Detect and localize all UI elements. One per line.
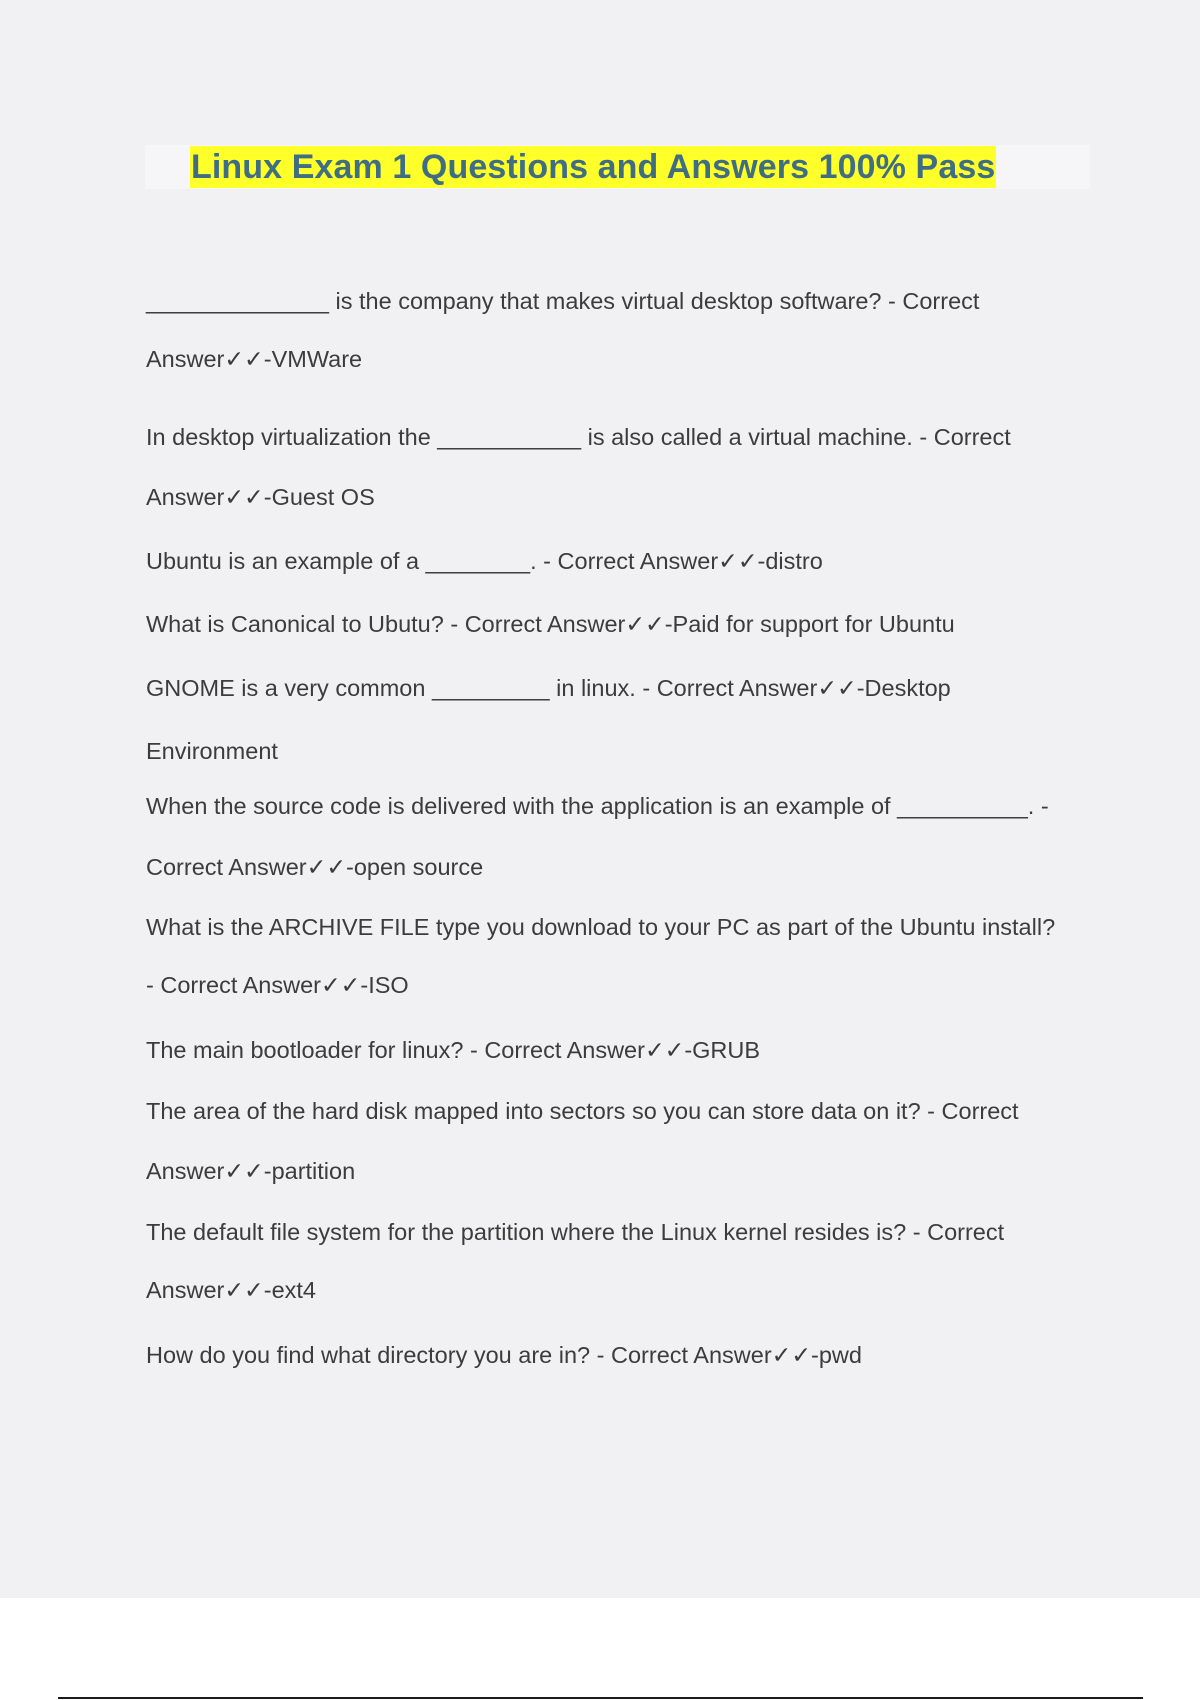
qa-line-2: Answer✓✓-VMWare xyxy=(146,346,363,372)
qa-line-6: What is Canonical to Ubutu? - Correct Answer✓✓-Paid for support for Ubuntu xyxy=(146,611,955,637)
qa-line-11: What is the ARCHIVE FILE type you download to your PC as part of the Ubuntu install? xyxy=(146,914,1056,940)
footer-rule xyxy=(58,1697,1143,1699)
qa-line-17: Answer✓✓-ext4 xyxy=(146,1277,316,1303)
qa-line-7: GNOME is a very common _________ in linux. - Correct Answer✓✓-Desktop xyxy=(146,675,951,701)
qa-line-15: Answer✓✓-partition xyxy=(146,1158,356,1184)
qa-line-16: The default file system for the partition where the Linux kernel resides is? - Correct xyxy=(146,1219,1005,1245)
qa-line-5: Ubuntu is an example of a ________. - Correct Answer✓✓-distro xyxy=(146,548,823,574)
qa-line-18: How do you find what directory you are in? - Correct Answer✓✓-pwd xyxy=(146,1342,862,1368)
qa-line-12: - Correct Answer✓✓-ISO xyxy=(146,972,409,998)
qa-line-8: Environment xyxy=(146,738,278,764)
qa-line-3: In desktop virtualization the ___________ is also called a virtual machine. - Correct xyxy=(146,424,1011,450)
qa-line-1: ______________ is the company that makes virtual desktop software? - Correct xyxy=(146,288,980,314)
qa-line-14: The area of the hard disk mapped into sectors so you can store data on it? - Correct xyxy=(146,1098,1019,1124)
qa-line-13: The main bootloader for linux? - Correct Answer✓✓-GRUB xyxy=(146,1037,761,1063)
document-title: Linux Exam 1 Questions and Answers 100% Pass xyxy=(191,148,996,186)
qa-line-10: Correct Answer✓✓-open source xyxy=(146,854,484,880)
qa-line-9: When the source code is delivered with the application is an example of __________. - xyxy=(146,793,1049,819)
qa-line-4: Answer✓✓-Guest OS xyxy=(146,484,375,510)
